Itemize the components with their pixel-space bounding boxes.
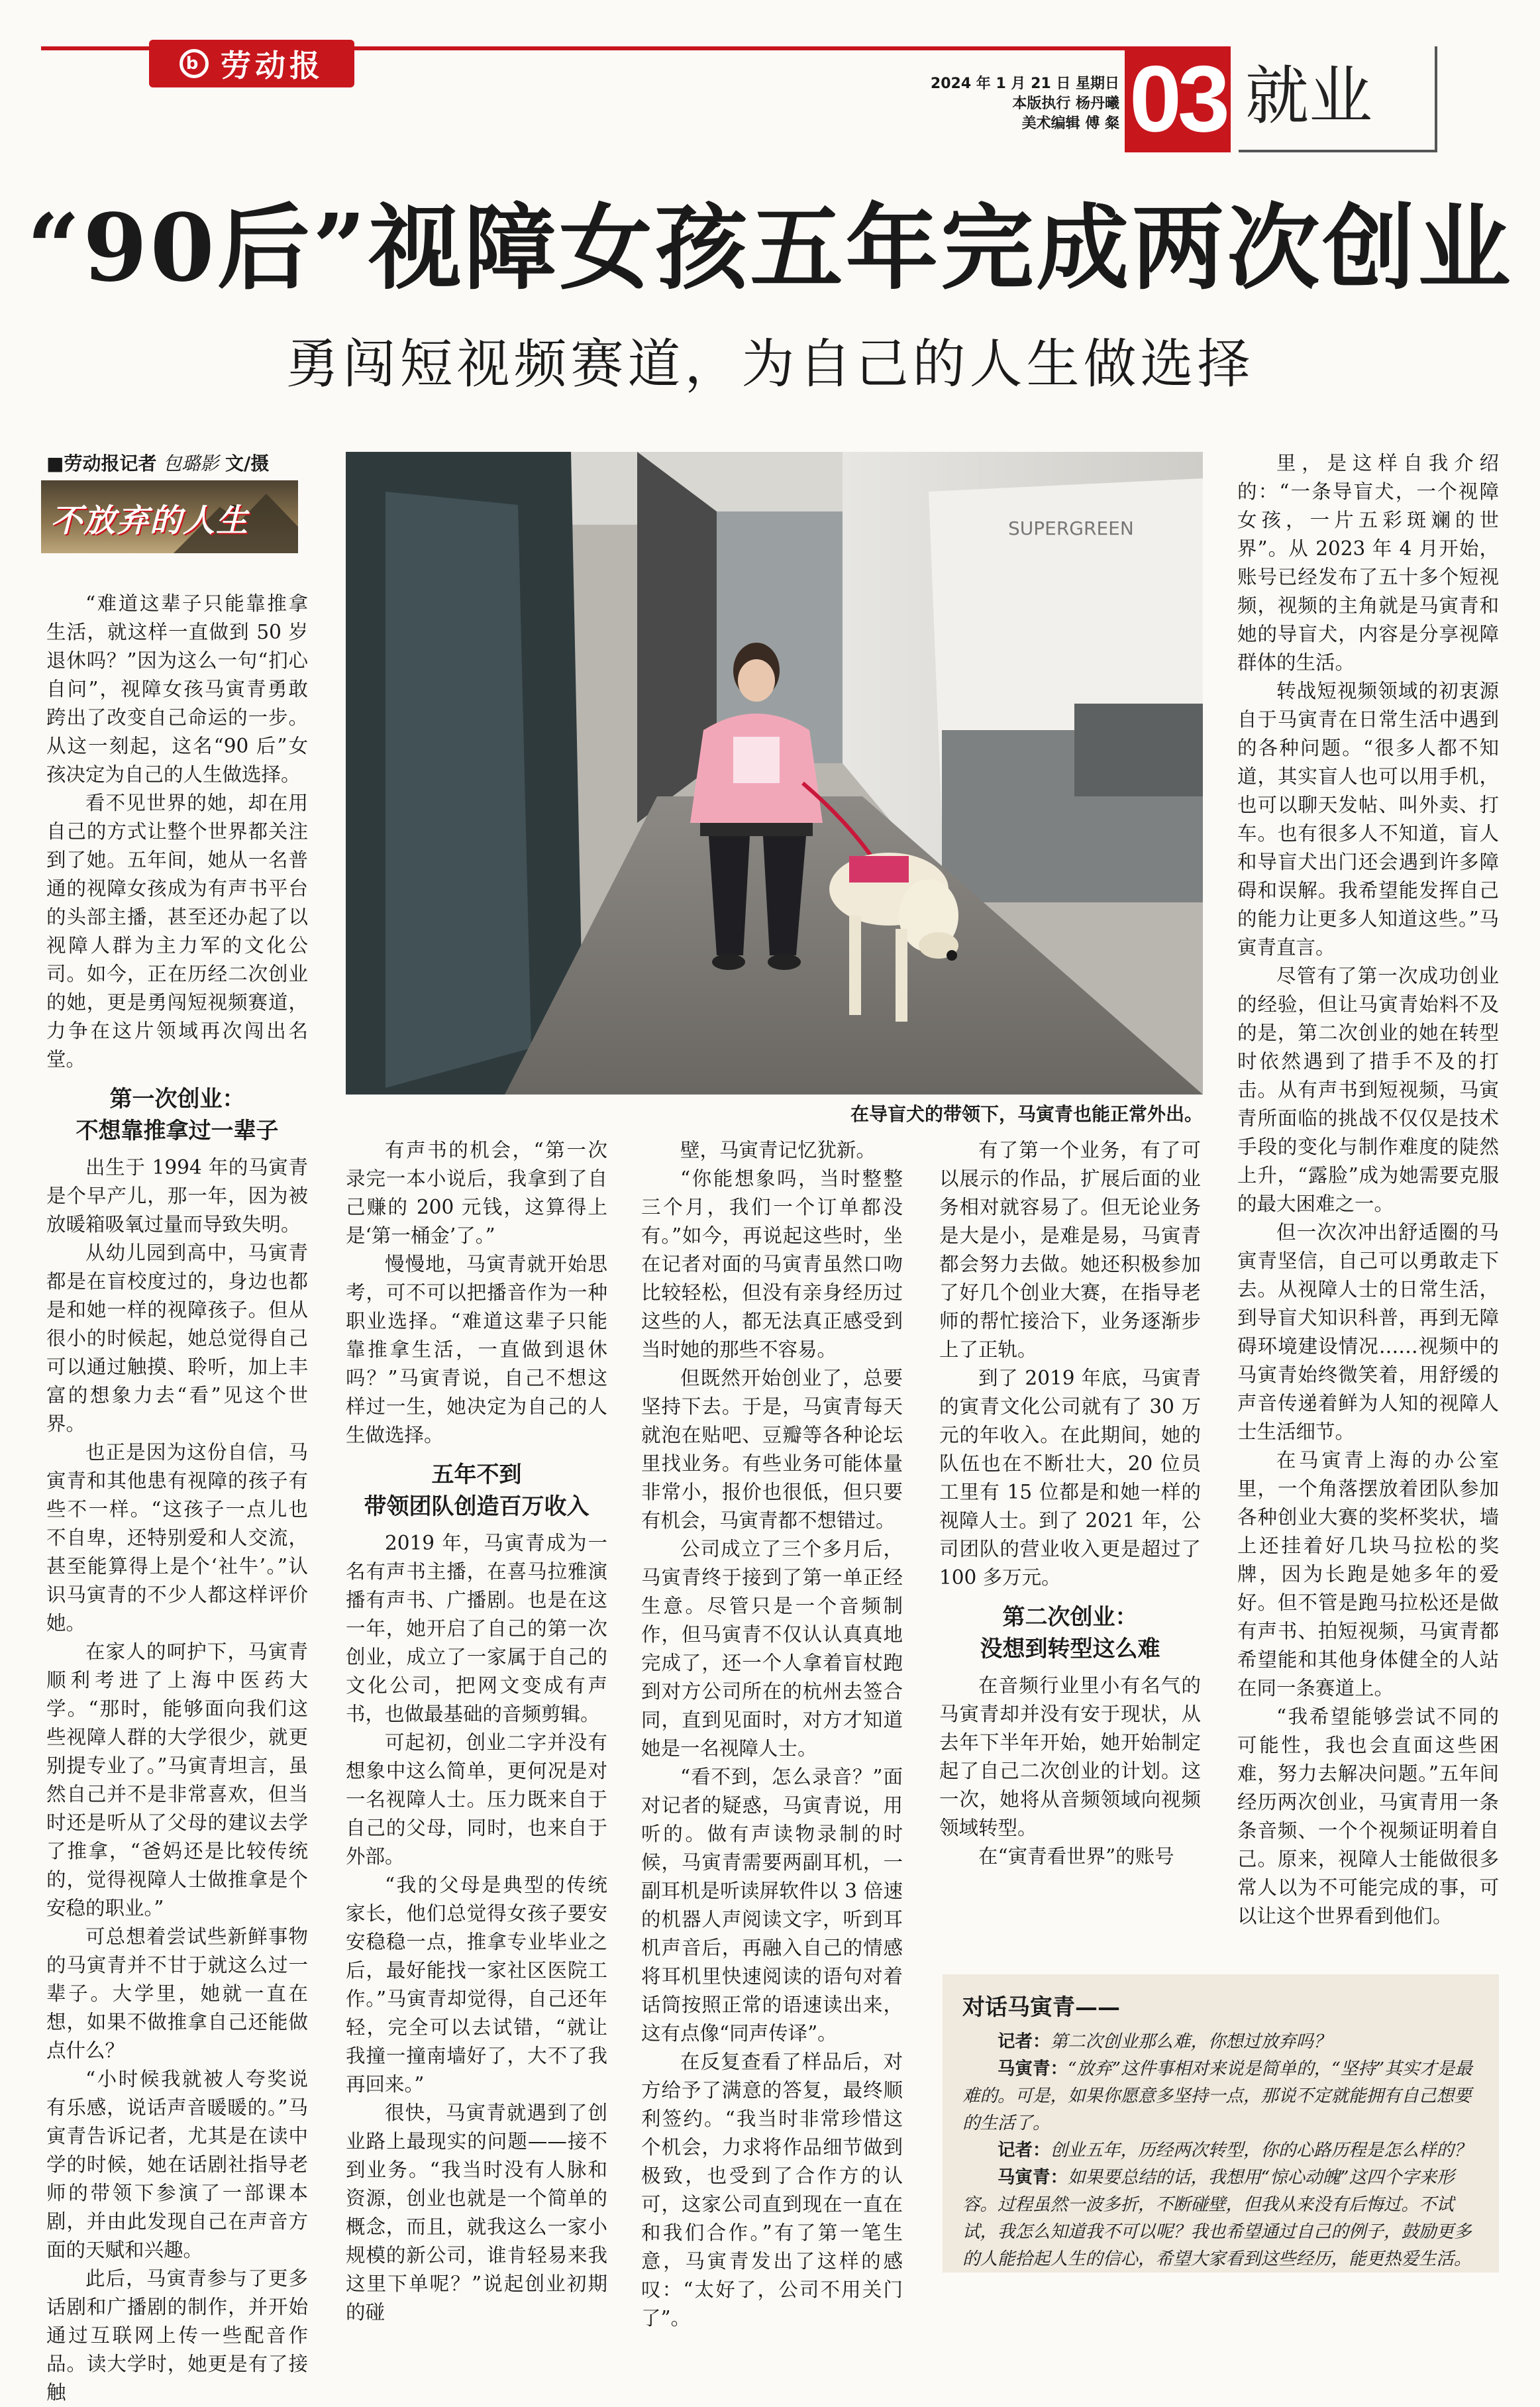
column-4-paragraphs (939, 1136, 1201, 1592)
article-photo (346, 452, 1203, 1095)
top-rule-left (41, 46, 154, 50)
paragraph: 慢慢地，马寅青就开始思考，可不可以把播音作为一种职业选择。“难道这辈子只能靠推拿生活，一直做到退休吗？”马寅青说，自己不想这样过一生，她决定为自己的人生做选择。 (346, 1253, 607, 1446)
paragraph: “难道这辈子只能靠推拿生活，就这样一直做到 50 岁退休吗？”因为这么一句“扪心自问”，视障女孩马寅青勇敢跨出了改变自己命运的一步。从这一刻起，这名“90 后”女孩决定为自己的人生做选择。 (46, 592, 308, 786)
art-editor: 美术编辑 傅 粲 (1021, 115, 1119, 132)
column-5-paragraphs (1237, 449, 1499, 1931)
interview-qa (962, 2028, 1479, 2273)
paragraph: 出生于 1994 年的马寅青是个早产儿，那一年，因为被放暖箱吸氧过量而导致失明。 (46, 1156, 308, 1236)
article-column-4 (939, 1136, 1201, 1871)
interview-line (962, 2164, 1479, 2273)
interview-text: 创业五年，历经两次转型，你的心路历程是怎么样的？ (1050, 2140, 1472, 2161)
column-4b-paragraphs (939, 1672, 1201, 1871)
interview-speaker: 记者： (998, 2140, 1051, 2161)
section-heading-five-years: 五年不到 带领团队创造百万收入 (364, 1462, 590, 1520)
column-2-paragraphs (346, 1136, 607, 1450)
subheadline: 勇闯短视频赛道，为自己的人生做选择 (285, 333, 1255, 395)
headline: “90后”视障女孩五年完成两次创业 (26, 194, 1514, 303)
article-column-3 (641, 1136, 903, 2333)
paragraph: “我希望能够尝试不同的可能性，我也会直面这些困难，努力去解决问题。”五年间经历两次创业，马寅青用一条条音频、一个个视频证明着自己。原来，视障人士能做很多常人以为不可能完成的事，可以让这个世界看到他们。 (1237, 1705, 1499, 1927)
paragraph: 从幼儿园到高中，马寅青都是在盲校度过的，身边也都是和她一样的视障孩子。但从很小的时候起，她总觉得自己可以通过触摸、聆听，加上丰富的想象力去“看”见这个世界。 (46, 1242, 308, 1435)
paragraph: “看不到，怎么录音？”面对记者的疑惑，马寅青说，用听的。做有声读物录制的时候，马寅青需要两副耳机，一副耳机是听读屏软件以 3 倍速的机器人声阅读文字，听到耳机声音后，再融入自己的情感将耳机里快速阅读的语句对着话筒按照正常的语速读出来，这有点像“同声传译”。 (641, 1766, 903, 2045)
column-3-paragraphs (641, 1136, 903, 2333)
paragraph: 可起初，创业二字并没有想象中这么简单，更何况是对一名视障人士。压力既来自于自己的父母，同时，也来自于外部。 (346, 1731, 607, 1868)
interview-text: 第二次创业那么难，你想过放弃吗？ (1050, 2031, 1331, 2052)
paragraph: 很快，马寅青就遇到了创业路上最现实的问题——接不到业务。“我当时没有人脉和资源，创业也就是一个简单的概念，而且，就我这么一家小规模的新公司，谁肯轻易来我这里下单呢？”说起创业初期的碰 (346, 2102, 607, 2324)
column-1b-paragraphs (46, 1153, 308, 2407)
interview-text: “放弃”这件事相对来说是简单的，“坚持”其实才是最难的。可是，如果你愿意多坚持一点，那说不定就能拥有自己想要的生活了。 (962, 2059, 1472, 2133)
article-column-1 (46, 590, 308, 2407)
interview-line (962, 2137, 1479, 2164)
article-column-2 (346, 1136, 607, 2327)
paragraph: 在家人的呵护下，马寅青顺利考进了上海中医药大学。“那时，能够面向我们这些视障人群的大学很少，就更别提专业了。”马寅青坦言，虽然自己并不是非常喜欢，但当时还是听从了父母的建议去学了推拿，“爸妈还是比较传统的，觉得视障人士做推拿是个安稳的职业。” (46, 1640, 308, 1919)
paragraph: 看不见世界的她，却在用自己的方式让整个世界都关注到了她。五年间，她从一名普通的视障女孩成为有声书平台的头部主播，甚至还办起了以视障人群为主力军的文化公司。如今，正在历经二次创业的她，更是勇闯短视频赛道，力争在这片领域再次闯出名堂。 (46, 792, 308, 1071)
page-editor: 本版执行 杨丹曦 (1012, 95, 1119, 112)
interview-speaker: 马寅青： (998, 2059, 1068, 2079)
paragraph: 里，是这样自我介绍的：“一条导盲犬，一个视障女孩，一片五彩斑斓的世界”。从 2023 年 4 月开始，账号已经发布了五十多个短视频，视频的主角就是马寅青和她的导盲犬，内容是分享视障群体的生活。 (1237, 452, 1499, 674)
paragraph: “我的父母是典型的传统家长，他们总觉得女孩子要安安稳稳一点，推拿专业毕业之后，最好能找一家社区医院工作。”马寅青却觉得，自己还年轻，完全可以去试错，“就让我撞一撞南墙好了，大不了我再回来。” (346, 1874, 607, 2096)
paragraph: 2019 年，马寅青成为一名有声书主播，在喜马拉雅演播有声书、广播剧。也是在这一年，她开启了自己的第一次创业，成立了一家属于自己的文化公司，把网文变成有声书，也做最基础的音频剪辑。 (346, 1532, 607, 1725)
paragraph: 到了 2019 年底，马寅青的寅青文化公司就有了 30 万元的年收入。在此期间，她的队伍也在不断壮大，20 位员工里有 15 位都是和她一样的视障人士。到了 2021 年，公司团队的营业收入更是超过了 100 多万元。 (939, 1367, 1201, 1589)
paragraph: 有声书的机会，“第一次录完一本小说后，我拿到了自己赚的 200 元钱，这算得上是‘第一桶金’了。” (346, 1139, 607, 1247)
masthead-name: 劳动报 (221, 48, 324, 83)
interview-line (962, 2028, 1479, 2055)
paragraph: 可总想着尝试些新鲜事物的马寅青并不甘于就这么过一辈子。大学里，她就一直在想，如果不做推拿自己还能做点什么？ (46, 1925, 308, 2062)
paragraph: 在音频行业里小有名气的马寅青却并没有安于现状，从去年下半年开始，她开始制定起了自己二次创业的计划。这一次，她将从音频领域向视频领域转型。 (939, 1674, 1201, 1839)
paragraph: 有了第一个业务，有了可以展示的作品，扩展后面的业务相对就容易了。但无论业务是大是小，是难是易，马寅青都会努力去做。她还积极参加了好几个创业大赛，在指导老师的帮忙接洽下，业务逐渐步上了正轨。 (939, 1139, 1201, 1361)
paragraph: 在马寅青上海的办公室里，一个角落摆放着团队参加各种创业大赛的奖杯奖状，墙上还挂着好几块马拉松的奖牌，因为长跑是她多年的爱好。但不管是跑马拉松还是做有声书、拍短视频，马寅青都希望能和其他身体健全的人站在同一条赛道上。 (1237, 1449, 1499, 1699)
masthead-logo (149, 40, 354, 87)
section-heading-first-venture: 第一次创业： 不想靠推拿过一辈子 (76, 1086, 279, 1144)
paragraph: 在反复查看了样品后，对方给予了满意的答复，最终顺利签约。“我当时非常珍惜这个机会，力求将作品细节做到极致，也受到了合作方的认可，这家公司直到现在一直在和我们合作。”有了第一笔生意，马寅青发出了这样的感叹：“太好了，公司不用关门了”。 (641, 2051, 903, 2329)
logo-icon: b (180, 49, 209, 78)
paragraph: 在“寅青看世界”的账号 (978, 1845, 1174, 1868)
interview-box (943, 1974, 1499, 2273)
byline-suffix: 文/摄 (225, 453, 270, 474)
paragraph: 但一次次冲出舒适圈的马寅青坚信，自己可以勇敢走下去。从视障人士的日常生活，到导盲犬知识科普，再到无障碍环境建设情况……视频中的马寅青始终微笑着，用舒缓的声音传递着鲜为人知的视障人士生活细节。 (1237, 1221, 1499, 1443)
paragraph: 壁，马寅青记忆犹新。 (680, 1139, 876, 1161)
interview-line (962, 2055, 1479, 2137)
photo-caption: 在导盲犬的带领下，马寅青也能正常外出。 (850, 1103, 1203, 1125)
paragraph: 也正是因为这份自信，马寅青和其他患有视障的孩子有些不一样。“这孩子一点儿也不自卑，还特别爱和人交流，甚至能算得上是个‘社牛’。”认识马寅青的不少人都这样评价她。 (46, 1441, 308, 1634)
section-heading-second-venture: 第二次创业： 没想到转型这么难 (980, 1604, 1160, 1662)
issue-date: 2024 年 1 月 21 日 星期日 (930, 76, 1119, 92)
page-number: 03 (1125, 46, 1231, 152)
interview-speaker: 马寅青： (998, 2167, 1068, 2188)
photo-wall-sign: SUPERGREEN (1008, 517, 1134, 539)
photo-illustration (346, 452, 1203, 1095)
interview-title: 对话马寅青—— (962, 1994, 1120, 2021)
column-badge (41, 480, 298, 553)
top-rule-right (354, 46, 1125, 50)
section-title: 就业 (1239, 46, 1437, 152)
interview-speaker: 记者： (998, 2031, 1051, 2052)
paragraph: 尽管有了第一次成功创业的经验，但让马寅青始料不及的是，第二次创业的她在转型时依然遇到了措手不及的打击。从有声书到短视频，马寅青所面临的挑战不仅仅是技术手段的变化与制作难度的陡然上升，“露脸”成为她需要克服的最大困难之一。 (1237, 965, 1499, 1215)
paragraph: “小时候我就被人夸奖说有乐感，说话声音暖暖的。”马寅青告诉记者，尤其是在读中学的时候，她在话剧社指导老师的带领下参演了一部课本剧，并由此发现自己在声音方面的天赋和兴趣。 (46, 2068, 308, 2261)
column-2b-paragraphs (346, 1529, 607, 2327)
byline (46, 449, 269, 476)
paragraph: 此后，马寅青参与了更多话剧和广播剧的制作，并开始通过互联网上传一些配音作品。读大学时，她更是有了接触 (46, 2267, 308, 2404)
interview-text: 如果要总结的话，我想用“惊心动魄”这四个字来形容。过程虽然一波多折，不断碰壁，但我从来没有后悔过。不试试，我怎么知道我不可以呢？我也希望通过自己的例子，鼓励更多的人能拾起人生的信心，希望大家看到这些经历，能更热爱生活。 (962, 2167, 1472, 2269)
paragraph: 转战短视频领域的初衷源自于马寅青在日常生活中遇到的各种问题。“很多人都不知道，其实盲人也可以用手机，也可以聊天发帖、叫外卖、打车。也有很多人不知道，盲人和导盲犬出门还会遇到许多障碍和误解。我希望能发挥自己的能力让更多人知道这些。”马寅青直言。 (1237, 680, 1499, 959)
badge-title: 不放弃的人生 (50, 502, 250, 539)
date-block (931, 74, 1119, 134)
paragraph: “你能想象吗，当时整整三个月，我们一个订单都没有。”如今，再说起这些时，坐在记者对面的马寅青虽然口吻比较轻松，但没有亲身经历过这些的人，都无法真正感受到当时她的那些不容易。 (641, 1167, 903, 1361)
paragraph: 公司成立了三个多月后，马寅青终于接到了第一单正经生意。尽管只是一个音频制作，但马寅青不仅认认真真地完成了，还一个人拿着盲杖跑到对方公司所在的杭州去签合同，直到见面时，对方才知道她是一名视障人士。 (641, 1538, 903, 1760)
column-1-paragraphs (46, 590, 308, 1074)
byline-name: 包璐影 (163, 453, 219, 474)
article-column-5 (1237, 449, 1499, 1931)
byline-prefix: ■劳动报记者 (46, 453, 157, 474)
paragraph: 但既然开始创业了，总要坚持下去。于是，马寅青每天就泡在贴吧、豆瓣等各种论坛里找业务。有些业务可能体量非常小，报价也很低，但只要有机会，马寅青都不想错过。 (641, 1367, 903, 1532)
